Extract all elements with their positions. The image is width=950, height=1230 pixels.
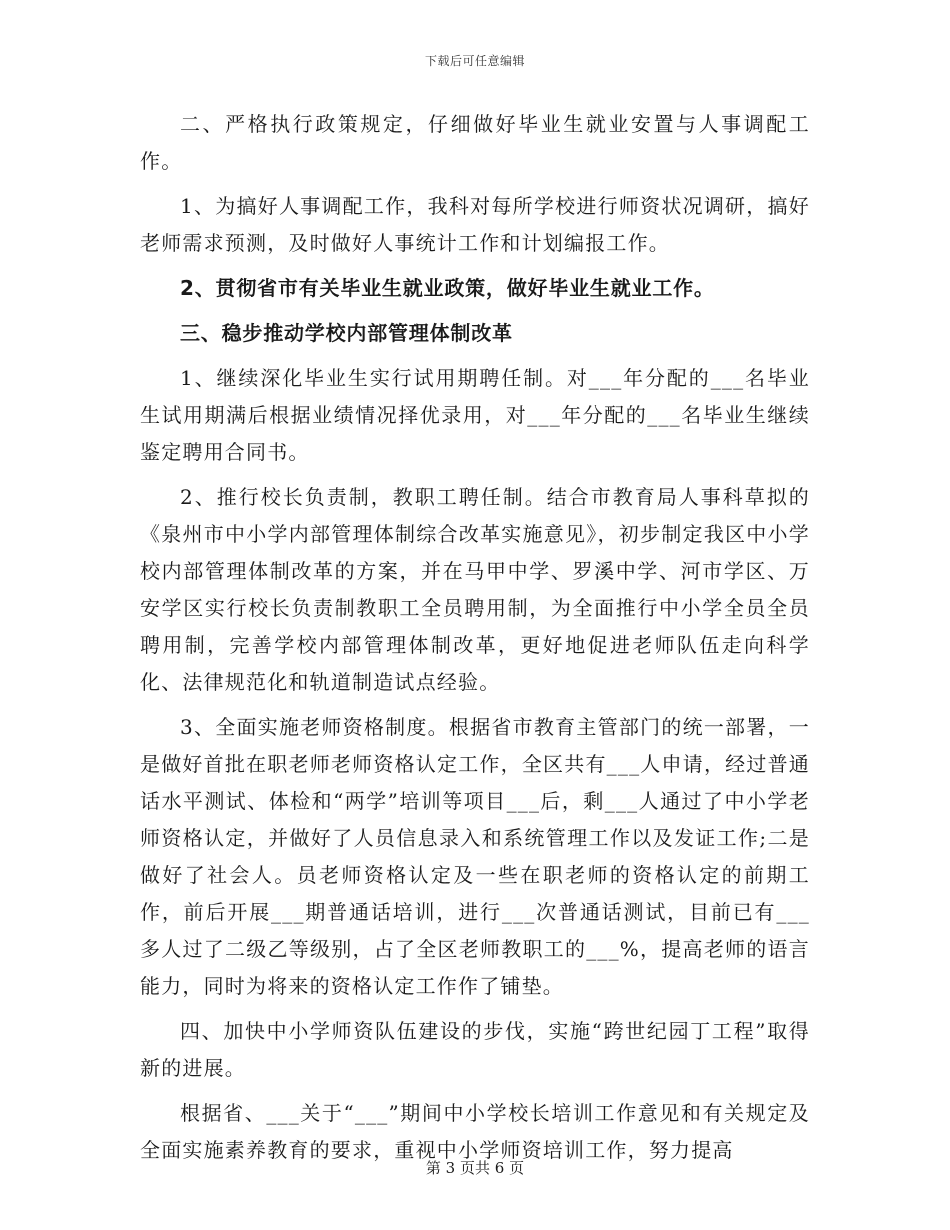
- section-heading: 四、加快中小学师资队伍建设的步伐，实施“跨世纪园丁工程”取得新的进展。: [140, 1019, 810, 1080]
- paragraph: 2、贯彻省市有关毕业生就业政策，做好毕业生就业工作。: [180, 276, 715, 300]
- section-heading: 三、稳步推动学校内部管理体制改革: [180, 321, 513, 345]
- paragraph: 1、继续深化毕业生实行试用期聘任制。对___年分配的___名毕业生试用期满后根据业绩情况择优录用，对___年分配的___名毕业生继续鉴定聘用合同书。: [140, 366, 810, 464]
- page-header: 下载后可任意编辑: [424, 54, 525, 68]
- paragraph: 1、为搞好人事调配工作，我科对每所学校进行师资状况调研，搞好老师需求预测，及时做好人事统计工作和计划编报工作。: [140, 194, 810, 255]
- paragraph: 根据省、___关于“___”期间中小学校长培训工作意见和有关规定及全面实施素养教育的要求，重视中小学师资培训工作，努力提高: [140, 1101, 810, 1162]
- paragraph: 3、全面实施老师资格制度。根据省市教育主管部门的统一部署，一是做好首批在职老师老师资格认定工作，全区共有___人申请，经过普通话水平测试、体检和“两学”培训等项目___后，剩___人通过了中小学老师资格认定，并做好了人员信息录入和系统管理工作以及发证工作;二是做好了社会人。员老师资格认定及一些在职老师的资格认定的前期工作，前后开展___期普通话培训，进行___次普通话测试，目前已有___多人过了二级乙等级别，占了全区老师教职工的___%，提高老师的语言能力，同时为将来的资格认定工作作了铺垫。: [140, 715, 810, 998]
- page-footer: 第 3 页共 6 页: [425, 1159, 525, 1177]
- document-body: [140, 106, 810, 1177]
- paragraph: 二、严格执行政策规定，仔细做好毕业生就业安置与人事调配工作。: [140, 112, 810, 173]
- paragraph: 2、推行校长负责制，教职工聘任制。结合市教育局人事科草拟的《泉州市中小学内部管理体制综合改革实施意见》，初步制定我区中小学校内部管理体制改革的方案，并在马甲中学、罗溪中学、河市学区、万安学区实行校长负责制教职工全员聘用制，为全面推行中小学全员全员聘用制，完善学校内部管理体制改革，更好地促进老师队伍走向科学化、法律规范化和轨道制造试点经验。: [140, 485, 810, 694]
